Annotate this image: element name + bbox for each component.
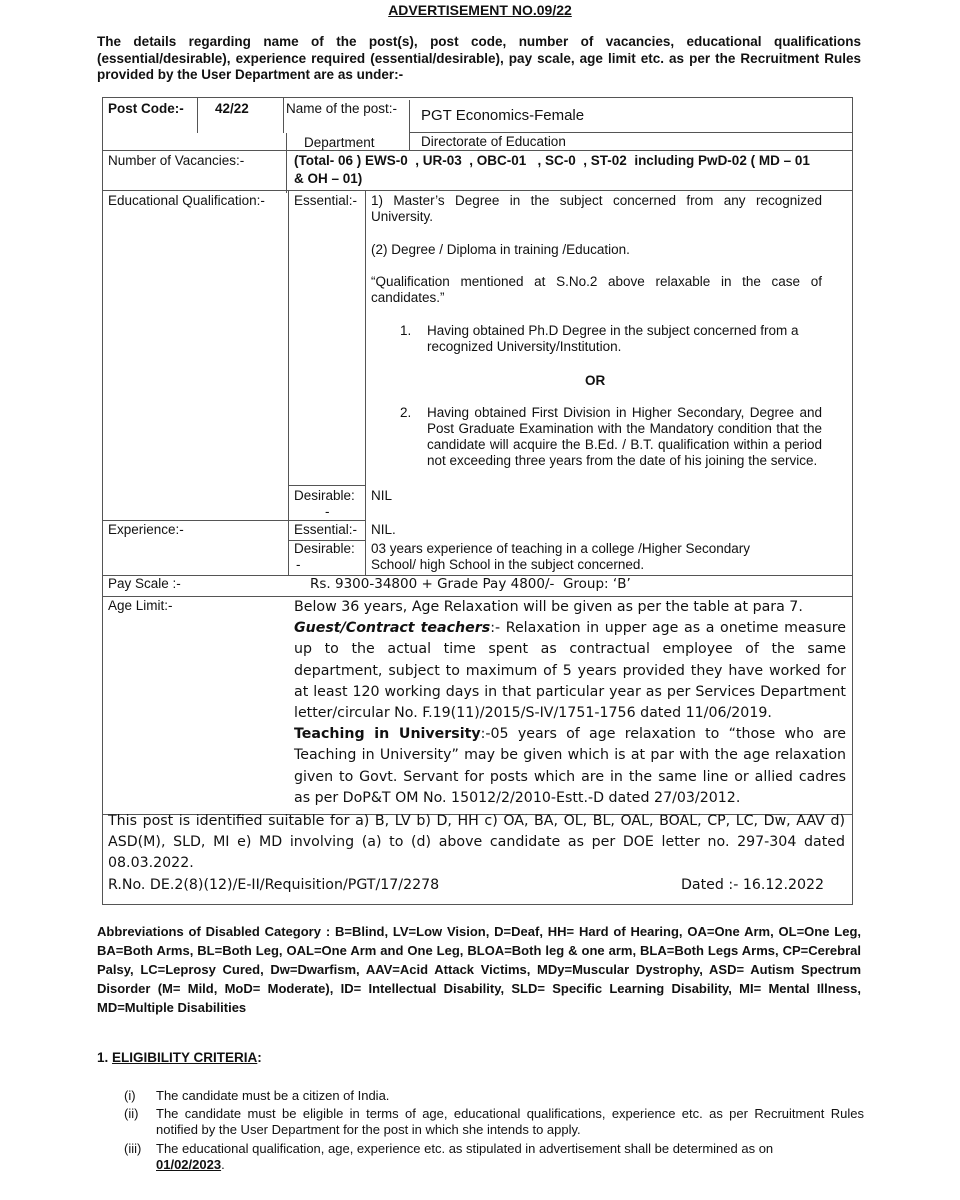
education-essential-label: Essential:- [294,193,358,208]
eligibility-item [124,1141,864,1173]
eligibility-date: 01/02/2023 [156,1157,222,1172]
eligibility-item [124,1088,864,1104]
intro-paragraph: The details regarding name of the post(s), post code, number of vacancies, educational qualifications (essential/desirable), experience required (essential/desirable), pay scale, age limit etc. as per the Recruitment Rules provided by the User Department are as under:- [97,34,861,82]
post-code-value: 42/22 [215,101,249,116]
pay-scale-label: Pay Scale :- [108,576,181,591]
guest-teachers-text: :- Relaxation in upper age as a onetime measure up to the actual time spent as contractual employee of the same department, subject to maximum of 5 years provided they have worked for at least 120 working days in that particular year as per Services Department letter/circular No. F.19(11)/2015/S-IV/1751-1756 dated 11/06/2019. [294,620,846,722]
eligibility-date-end: . [221,1157,225,1172]
eligibility-title: ELIGIBILITY CRITERIA [112,1050,258,1065]
post-name-value: PGT Economics-Female [421,107,585,124]
guest-teachers-label: Guest/Contract teachers [294,620,491,637]
experience-essential-value: NIL. [371,522,396,537]
eligibility-item [124,1106,864,1138]
abbreviations-paragraph [97,922,861,1017]
eligibility-item-text: The educational qualification, age, experience etc. as stipulated in advertisement shall be determined as on [156,1141,774,1156]
dated: Dated :- 16.12.2022 [681,877,825,893]
suitability-note: This post is identified suitable for a) B, LV b) D, HH c) OA, BA, OL, BL, OAL, BOAL, CP, LC, Dw, AAV d) ASD(M), SLD, MI e) MD involving (a) to (d) above candidate as per DOE letter no. 297-304 dated 08.03.2022. [108,813,845,872]
education-item-2: (2) Degree / Diploma in training /Education. [371,242,630,257]
education-relax-note: “Qualification mentioned at S.No.2 above relaxable in the case of candidates.” [371,274,822,305]
education-sub2-number: 2. [400,405,412,420]
reference-number: R.No. DE.2(8)(12)/E-II/Requisition/PGT/17/2278 [108,877,440,893]
teaching-university-label: Teaching in University [294,726,481,743]
education-desirable-value: NIL [371,488,393,503]
teaching-university-text: :-05 years of age relaxation to “those who are Teaching in University” may be given which is at par with the age relaxation given to Govt. Servant for posts which are in the same line or allied cadres as per DoP&T OM No. 15012/2/2010-Estt.-D dated 27/03/2012. [294,726,846,806]
abbreviations-text: : B=Blind, LV=Low Vision, D=Deaf, HH= Hard of Hearing, OA=One Arm, OL=One Leg, BA=Both Arms, BL=Both Leg, OAL=One Arm and One Leg, BLOA=Both leg & one arm, BLA=Both Legs Arms, CP=Cerebral Palsy, LC=Leprosy Cured, Dw=Dwarfism, AAV=Acid Attack Victims, MDy=Muscular Dystrophy, ASD= Autism Spectrum Disorder (M= Mild, MoD= Moderate), ID= Intellectual Disability, SLD= Specific Learning Disability, MI= Mental Illness, MD=Multiple Disabilities [97,924,862,1015]
experience-desirable-dash: - [296,557,301,572]
age-limit-line: Below 36 years, Age Relaxation will be given as per the table at para 7. [294,599,803,615]
eligibility-item-text: The candidate must be eligible in terms of age, educational qualifications, experience etc. as per Recruitment Rules notified by the User Department for the post in which she intends to apply. [156,1106,864,1137]
post-code-label: Post Code:- [108,101,184,116]
education-desirable-label: Desirable: [294,488,355,503]
education-label: Educational Qualification:- [108,193,265,208]
pay-scale-value: Rs. 9300-34800 + Grade Pay 4800/- Group: ‘B’ [310,576,631,592]
experience-label: Experience:- [108,522,184,537]
advertisement-title: ADVERTISEMENT NO.09/22 [388,2,572,18]
experience-essential-label: Essential:- [294,522,358,537]
age-limit-text [294,597,846,809]
teaching-university-para [294,724,846,809]
eligibility-heading [97,1050,262,1065]
eligibility-item-number: (ii) [124,1106,139,1121]
eligibility-item-text: The candidate must be a citizen of India. [156,1088,390,1103]
experience-desirable-line1: 03 years experience of teaching in a college /Higher Secondary [371,541,750,556]
eligibility-colon: : [257,1050,262,1065]
post-name-label: Name of the post:- [286,101,398,116]
eligibility-item-number: (i) [124,1088,136,1103]
education-or: OR [585,373,606,388]
education-sub2-text: Having obtained First Division in Higher Secondary, Degree and Post Graduate Examination with the Mandatory condition that the candidate will acquire the B.Ed. / B.T. qualification within a period not exceeding three years from the date of his joining the service. [427,405,822,468]
abbreviations-label: Abbreviations of Disabled Category [97,924,321,939]
experience-desirable-label: Desirable: [294,541,355,556]
department-label: Department [304,135,375,150]
education-sub1-text: Having obtained Ph.D Degree in the subject concerned from a recognized University/Institution. [427,323,799,354]
eligibility-number: 1. [97,1050,109,1065]
eligibility-item-text-wrap [156,1141,864,1173]
education-item-1: 1) Master’s Degree in the subject concerned from any recognized University. [371,193,822,224]
vacancies-line2: & OH – 01) [294,171,363,186]
education-desirable-dash: - [325,504,330,519]
vacancies-label: Number of Vacancies:- [108,153,245,168]
education-sub1-number: 1. [400,323,412,338]
department-value: Directorate of Education [421,134,566,149]
eligibility-item-number: (iii) [124,1141,142,1156]
vacancies-line1: (Total- 06 ) EWS-0 , UR-03 , OBC-01 , SC-0 , ST-02 including PwD-02 ( MD – 01 [294,153,810,168]
experience-desirable-line2: School/ high School in the subject concerned. [371,557,645,572]
guest-teachers-para [294,618,846,724]
age-limit-label: Age Limit:- [108,598,173,613]
